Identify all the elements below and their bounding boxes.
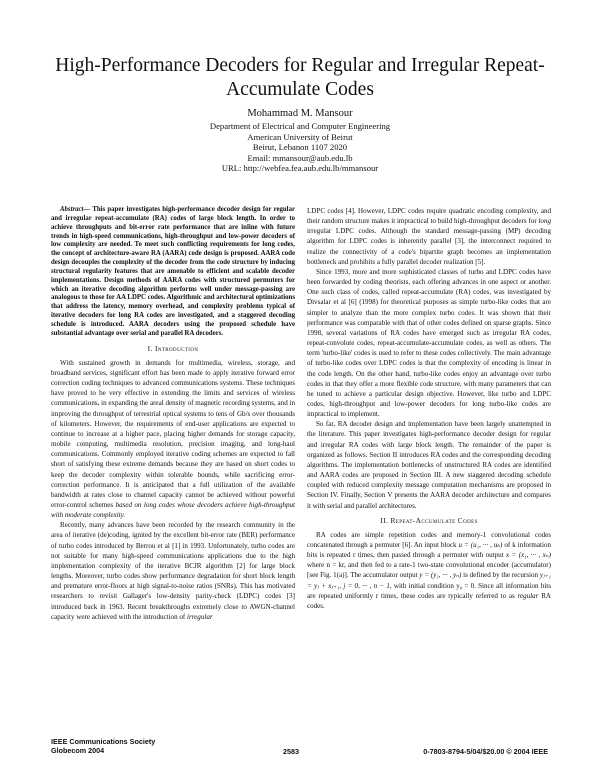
paragraph: With sustained growth in demands for multimedia, wireless, storage, and broadband services, significant effort has been made to apply iterative forward error correction coding techniques to advanced communications systems. These techniques have proved to be very effective in extending the limits and services of wireless communications, in expanding the areal density of magnetic recording systems, and in improving the throughput of terrestrial optical systems to tens of Gb/s over thousands of kilometers. However, the requirements of end-user applications are expected to continue to increase at a higher pace, placing higher demands for storage capacity, mobile computing, multimedia resolution, precision imaging, and long-haul communications. Commonly employed iterative coding schemes are expected to fall short of satisfying these extreme demands because they are based on short codes to keep the decoder complexity within tolerable bounds, while sacrificing error-correction performance. It is anticipated that a full utilization of the available bandwidth at rates close to channel capacity cannot be achieved without powerful error-control schemes based on long codes whose decoders achieve high-throughput with moderate complexity. <box>51 358 295 520</box>
right-column <box>307 206 551 611</box>
section-heading-introduction: I. Introduction <box>147 343 199 353</box>
author-block <box>100 107 500 174</box>
paragraph: So far, RA decoder design and implementation have been largely unattempted in the literature. This paper investigates high-performance decoder design for regular and irregular RA codes with large block length. The remainder of the paper is organized as follows. Section II introduces RA codes and the corresponding decoding algorithms. The implementation bottlenecks of unstructured RA codes are identified and AARA codes are proposed in Section III. A new staggered decoding schedule coupled with reduced complexity message computation mechanisms are proposed in Section IV. Finally, Section V presents the AARA decoder architecture and compares it with serial and parallel architectures. <box>307 420 551 510</box>
affiliation-line: American University of Beirut <box>247 131 353 142</box>
author-name: Mohammad M. Mansour <box>247 108 353 119</box>
affiliation-line: Beirut, Lebanon 1107 2020 <box>252 142 348 153</box>
author-email[interactable]: Email: mmansour@aub.edu.lb <box>247 152 353 163</box>
footer-society: IEEE Communications Society <box>51 737 156 746</box>
paragraph: Recently, many advances have been recorded by the research community in the area of iterative (de)coding, ignited by the excellent bit-error rate (BER) performance of turbo codes introduced by Berrou et al [1] in 1993. Unfortunately, turbo codes are not suitable for many high-speed communications applications due to the high implementation complexity of the iterative BCJR algorithm [2] for large block lengths. Moreover, turbo codes show performance degradation for short block length and premature error-floors at high signal-to-noise ratios (SNRs). This has motivated researchers to revisit Gallager's low-density parity-check (LDPC) codes [3] introduced back in 1963. Recent breakthroughs extremely close to AWGN-channel capacity were achieved with the introduction of irregular <box>51 521 295 621</box>
page-number: 2583 <box>283 747 299 756</box>
footer-isbn: 0-7803-8794-5/04/$20.00 © 2004 IEEE <box>423 747 548 756</box>
abstract-text: — This paper investigates high-performance decoder design for regular and irregular repeat-accumulate (RA) codes of large block length. In order to achieve throughputs and bit-error rate performance that are inline with future trends in high-speed communications, high-throughput and low-power decoders of low complexity are needed. To meet such conflicting requirements for long codes, the concept of architecture-aware RA (AARA) code design is proposed. AARA code design decouples the complexity of the decoder from the code structure by inducing structural regularity features that are amenable to efficient and scalable decoder implementations. Design methods of AARA codes with structured permuters for which an iterative decoding algorithm performs well under message-passing are analogous to those for AA LDPC codes. Algorithmic and architectural optimizations that address the latency, memory overhead, and complexity problems typical of iterative decoders for long RA codes are investigated, and a staggered decoding schedule is introduced. AARA decoders using the proposed schedule have substantial advantage over serial and parallel RA decoders. <box>51 206 295 337</box>
author-url[interactable]: URL: http://webfea.fea.aub.edu.lb/mmansour <box>221 163 379 174</box>
paper-title: High-Performance Decoders for Regular and Irregular Repeat-Accumulate Codes <box>55 55 545 100</box>
footer-conference: Globecom 2004 <box>51 745 105 755</box>
paragraph: Since 1993, more and more sophisticated classes of turbo and LDPC codes have been forwarded by coding theorists, each offering advances in one aspect or another. One such class of codes, called repeat-accumulate (RA) codes, was investigated by Divsalar et al [6] (1998) for theoretical purposes as simple turbo-like codes that are simpler to analyze than the more complex turbo codes. It was shown that their performance was comparable with that of other codes defined on sparse graphs. Since 1998, several variations of RA codes have emerged such as irregular RA codes, repeat-convolute codes, repeat-accumulate-accumulate codes, as well as others. The term 'turbo-like' codes is used to refer to these codes collectively. The main advantage of turbo-like codes over LDPC codes is that the complexity of encoding is linear in the code length. On the other hand, turbo-like codes enjoy an advantage over turbo codes in that they offer a more flexible code structure, with many parameters that can be tuned to achieve a particular design objective. However, like turbo and LDPC codes, high-throughput and low-power decoders for long turbo-like codes are impractical to implement. <box>307 267 551 419</box>
abstract <box>51 206 295 339</box>
abstract-label: Abstract <box>60 206 84 213</box>
left-column <box>51 206 295 622</box>
paragraph: LDPC codes [4]. However, LDPC codes require quadratic encoding complexity, and their random structure makes it impractical to build high-throughput decoders for long irregular LDPC codes. Although the standard message-passing (MP) decoding algorithm for LDPC codes is inherently parallel [3], the interconnect required to realize the connectivity of a code's bipartite graph becomes an implementation bottleneck and prohibits a fully parallel decoder realization [5]. <box>307 207 551 266</box>
affiliation-line: Department of Electrical and Computer Engineering <box>209 121 391 131</box>
section-heading-repeat-accumulate: II. Repeat-Accumulate Codes <box>380 515 478 525</box>
paragraph: RA codes are simple repetition codes and memory-1 convolutional codes concatenated through a permuter [6]. An input block u = (u₁, ··· , uₖ) of k information bits is repeated r times, then passed through a permuter with output x = (x₁, ··· , xₙ) where n = kr, and then fed to a rate-1 two-state convolutional encoder (accumulator) [see Fig. 1(a)]. The accumulator output y = (y₁, ··· , yₙ) is defined by the recursion yⱼ₊₁ = yⱼ + xⱼ₊₁, j = 0, ··· , n − 1, with initial condition y₀ = 0. Since all information bits are repeated uniformly r times, these codes are typically referred to as regular RA codes. <box>307 530 552 610</box>
footer-venue <box>51 738 155 755</box>
